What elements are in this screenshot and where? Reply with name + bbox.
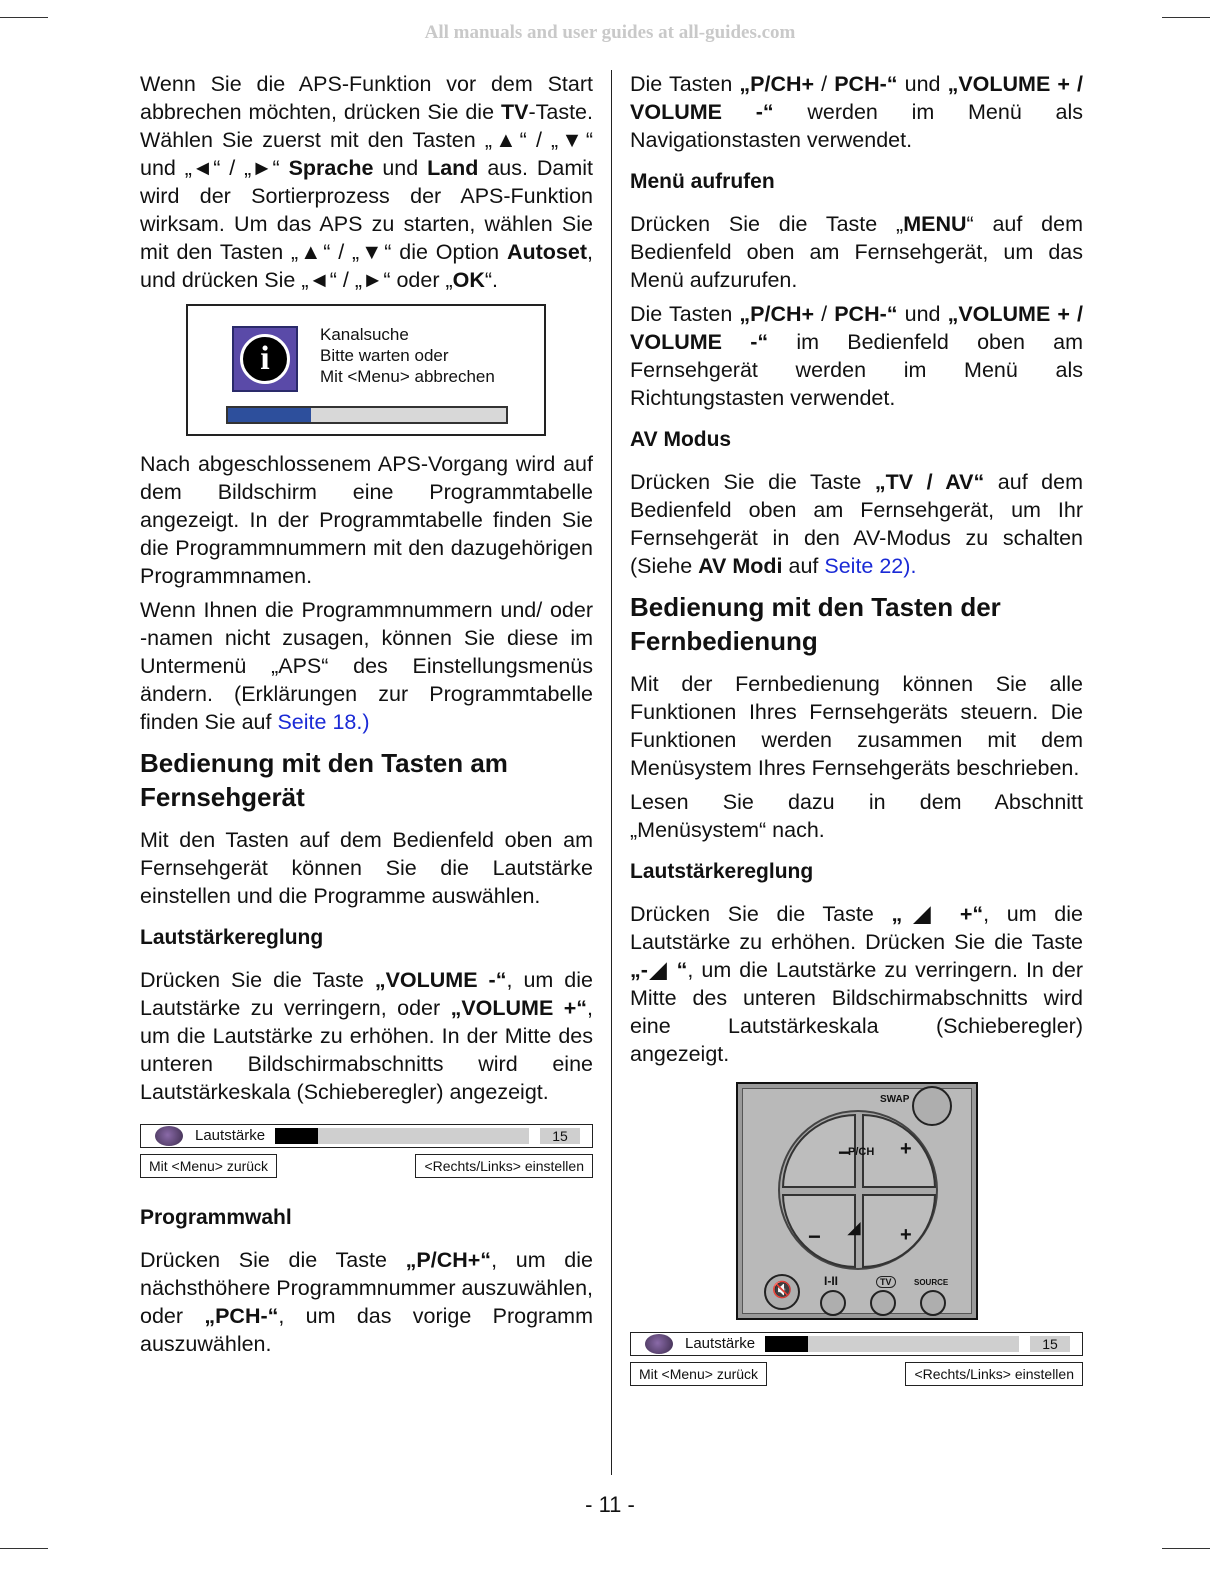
paragraph: Mit der Fernbedienung können Sie alle Funktionen Ihres Fernsehgeräts steuern. Die Funktionen werden zusammen mit dem Menüsystem Ihres Fernsehgeräts beschrieben. xyxy=(630,672,1083,780)
adjust-hint: <Rechts/Links> einstellen xyxy=(905,1362,1083,1386)
mute-icon: 🔇 xyxy=(764,1274,800,1310)
subheading: Menü aufrufen xyxy=(630,170,775,193)
swap-label: SWAP xyxy=(880,1094,910,1105)
paragraph: Drücken Sie die Taste „P/CH+“, um die nächsthöhere Programmnummer auszuwählen, oder „PCH-“, um das vorige Programm auszuwählen. xyxy=(140,1248,593,1356)
volume-icon xyxy=(155,1126,183,1146)
subheading: Lautstärkereglung xyxy=(140,926,324,949)
subheading: AV Modus xyxy=(630,428,732,451)
paragraph: Drücken Sie die Taste „MENU“ auf dem Bedienfeld oben am Fernsehgerät, um das Menü aufzurufen. xyxy=(630,212,1083,292)
paragraph: Die Tasten „P/CH+ / PCH-“ und „VOLUME + / VOLUME -“ werden im Menü als Navigationstasten verwendet. xyxy=(630,72,1083,152)
page-link[interactable]: Seite 22 xyxy=(824,554,904,578)
paragraph: Drücken Sie die Taste „◢ +“, um die Lautstärke zu erhöhen. Drücken Sie die Taste „-◢ “, um die Lautstärke zu verringern. In der Mitte des unteren Bildschirmabschnitts wird eine Lautstärkeskala (Schieberegler) angezeigt. xyxy=(630,902,1084,1066)
section-heading: Bedienung mit den Tasten am Fernsehgerät xyxy=(140,748,508,812)
volume-osd xyxy=(140,1124,593,1186)
back-hint: Mit <Menu> zurück xyxy=(630,1362,767,1386)
tv-button xyxy=(870,1290,896,1316)
crop-mark xyxy=(1162,1548,1210,1549)
swap-button xyxy=(912,1086,952,1126)
subheading: Programmwahl xyxy=(140,1206,292,1229)
minus-glyph: − xyxy=(808,1224,821,1249)
volume-value: 15 xyxy=(540,1128,580,1144)
ii-label: I-II xyxy=(824,1274,838,1288)
plus-glyph: + xyxy=(900,1138,912,1160)
paragraph: Drücken Sie die Taste „TV / AV“ auf dem Bedienfeld oben am Fernsehgerät, um Ihr Fernsehgerät in den AV-Modus zu schalten (Siehe AV Modi auf Seite 22). xyxy=(630,470,1083,578)
volume-icon xyxy=(645,1334,673,1354)
volume-slider xyxy=(765,1336,1019,1352)
left-column xyxy=(140,70,593,1364)
pch-label: P/CH xyxy=(848,1146,875,1158)
info-icon: i xyxy=(232,326,298,392)
paragraph: Nach abgeschlossenem APS-Vorgang wird auf dem Bildschirm eine Programmtabelle angezeigt. In der Programmtabelle finden Sie die Programmnummern mit den dazugehörigen Programmnamen. xyxy=(140,452,593,588)
paragraph: Die Tasten „P/CH+ / PCH-“ und „VOLUME + / VOLUME -“ im Bedienfeld oben am Fernsehgerät werden im Menü als Richtungstasten verwendet. xyxy=(630,302,1083,410)
plus-glyph: + xyxy=(900,1224,912,1246)
paragraph: Wenn Ihnen die Programmnummern und/ oder -namen nicht zusagen, können Sie diese im Untermenü „APS“ des Einstellungsmenüs ändern. (Erklärungen zur Programmtabelle finden Sie auf Seite 18.) xyxy=(140,598,593,734)
page-number: - 11 - xyxy=(585,1492,635,1517)
volume-label: Lautstärke xyxy=(195,1127,266,1144)
search-progress-bar xyxy=(226,406,508,424)
adjust-hint: <Rechts/Links> einstellen xyxy=(415,1154,593,1178)
subheading: Lautstärkereglung xyxy=(630,860,814,883)
crop-mark xyxy=(1162,17,1210,18)
volume-label: Lautstärke xyxy=(685,1335,756,1352)
volume-value: 15 xyxy=(1030,1336,1070,1352)
page-link[interactable]: Seite 18.) xyxy=(277,710,370,734)
paragraph: Mit den Tasten auf dem Bedienfeld oben am Fernsehgerät können Sie die Lautstärke einstellen und die Programme auswählen. xyxy=(140,828,593,908)
source-button xyxy=(920,1290,946,1316)
dialog-text: Kanalsuche Bitte warten oder Mit <Menu> abbrechen xyxy=(320,325,495,386)
right-column xyxy=(630,70,1083,1412)
minus-glyph: − xyxy=(838,1140,851,1165)
tv-label: TV xyxy=(876,1276,896,1288)
crop-mark xyxy=(0,1548,48,1549)
volume-slider xyxy=(275,1128,529,1144)
remote-control-illustration xyxy=(736,1082,978,1320)
ii-button xyxy=(820,1290,846,1316)
crop-mark xyxy=(0,17,48,18)
column-divider xyxy=(611,70,612,1475)
watermark: All manuals and user guides at all-guides.com xyxy=(424,22,796,43)
back-hint: Mit <Menu> zurück xyxy=(140,1154,277,1178)
paragraph: Lesen Sie dazu in dem Abschnitt „Menüsystem“ nach. xyxy=(630,790,1083,842)
paragraph: Wenn Sie die APS-Funktion vor dem Start abbrechen möchten, drücken Sie die TV-Taste. Wählen Sie zuerst mit den Tasten „▲“ / „▼“ und „◄“ / „►“ Sprache und Land aus. Damit wird der Sortierprozess der APS-Funktion wirksam. Um das APS zu starten, wählen Sie mit den Tasten „▲“ / „▼“ die Option Autoset, und drücken Sie „◄“ / „►“ oder „OK“. xyxy=(140,72,593,292)
volume-osd xyxy=(630,1332,1083,1394)
section-heading: Bedienung mit den Tasten der Fernbedienung xyxy=(630,592,1001,656)
channel-search-dialog xyxy=(186,304,546,436)
source-label: SOURCE xyxy=(914,1278,949,1287)
volume-icon: ◢ xyxy=(848,1220,861,1237)
paragraph: Drücken Sie die Taste „VOLUME -“, um die Lautstärke zu verringern, oder „VOLUME +“, um die Lautstärke zu erhöhen. In der Mitte des unteren Bildschirmabschnitts wird eine Lautstärkeskala (Schieberegler) angezeigt. xyxy=(140,968,594,1104)
